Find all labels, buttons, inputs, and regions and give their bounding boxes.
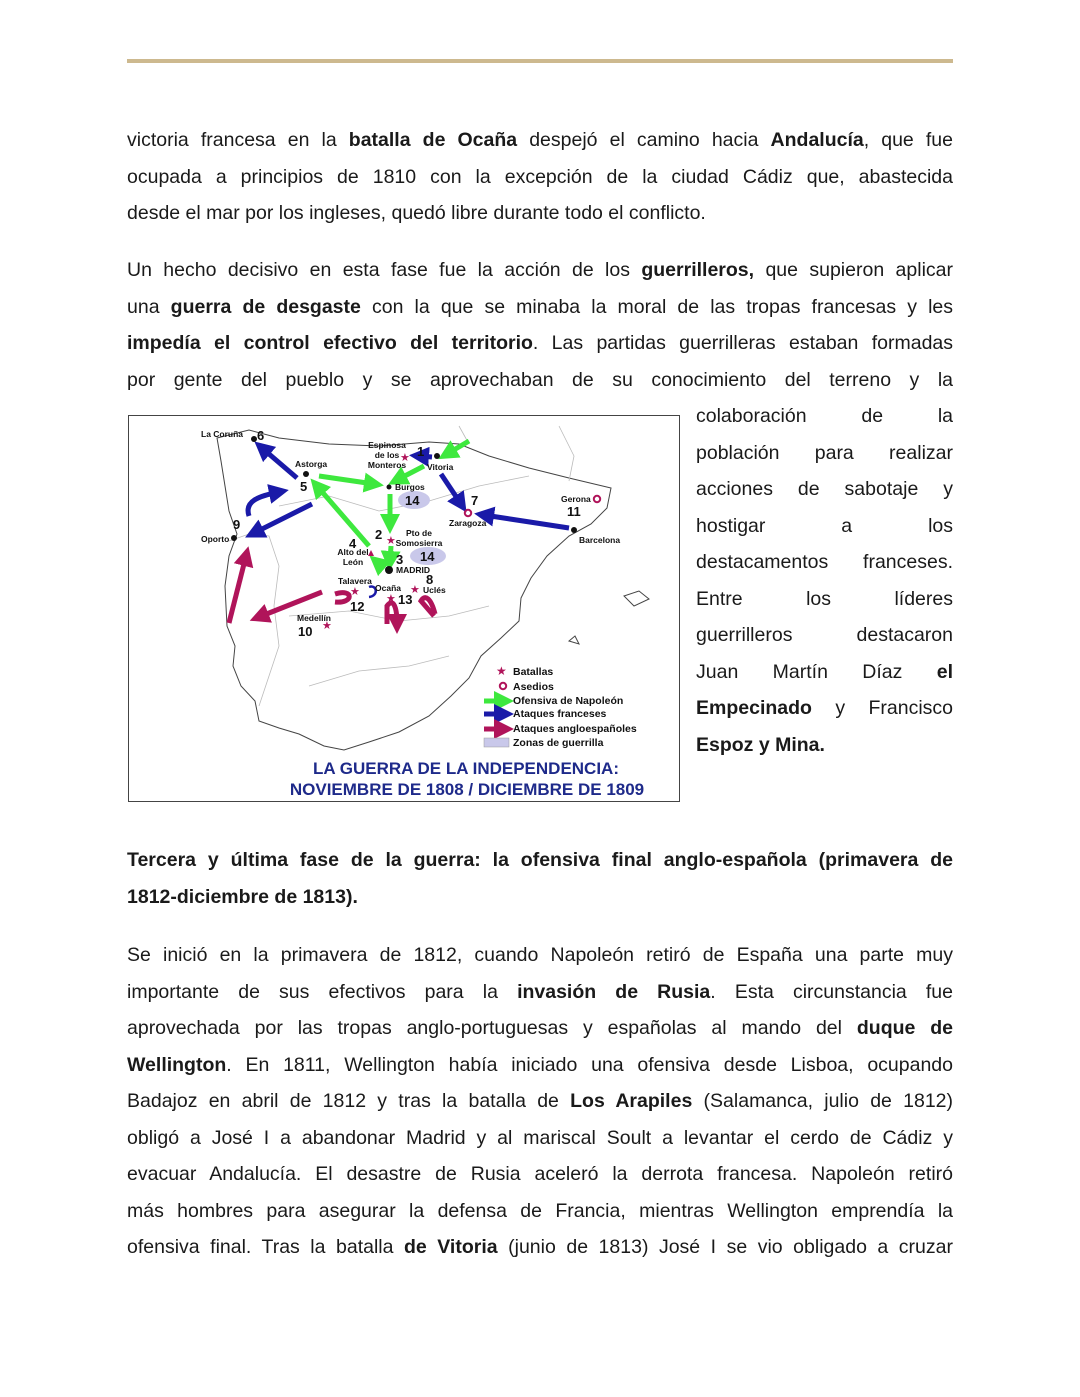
text-segment: población para realizar [696,441,953,464]
text-segment: obligó a José I a abandonar Madrid y al mariscal Soult a levantar el cerdo de Cádiz y [127,1126,953,1149]
map-subtitle: NOVIEMBRE DE 1808 / DICIEMBRE DE 1809 [289,780,645,799]
marker-number: 4 [349,536,357,551]
text-segment: . Esta circunstancia fue [710,980,953,1003]
bold-text: guerrilleros, [641,259,755,281]
text-segment: guerrilleros destacaron [696,624,953,646]
text-line [127,195,953,232]
svg-text:★: ★ [386,592,396,605]
text-line [696,471,953,508]
legend-anglo: Ataques angloespañoles [513,723,637,735]
marker-number: 9 [233,517,241,532]
legend-napoleon: Ofensiva de Napoleón [513,695,624,707]
text-segment: despejó el camino hacia [517,129,771,151]
text-segment: Un hecho decisivo en esta fase fue la acción de los [127,259,642,281]
text-line [696,581,953,618]
bold-text: Empecinado [696,697,812,719]
balearic-islands [624,591,649,606]
svg-text:★: ★ [386,534,396,547]
text-segment: , que fue [863,129,953,151]
bold-text: de Vitoria [404,1236,498,1258]
svg-text:★: ★ [322,619,332,632]
text-segment: evacuar Andalucía. El desastre de Rusia aceleró la derrota francesa. Napoleón retiró [127,1163,953,1185]
text-line [127,289,953,326]
label-barcelona: Barcelona [579,535,621,545]
svg-text:★: ★ [410,583,420,596]
bold-text: invasión de Rusia [517,980,711,1003]
legend-guerrilla: Zonas de guerrilla [513,737,604,749]
bold-text: Los Arapiles [570,1090,693,1112]
label-vitoria: Vitoria [427,462,454,472]
text-line [696,398,953,435]
text-segment: . En 1811, Wellington había iniciado una ofensiva desde Lisboa, ocupando [226,1053,953,1076]
marker-number: 6 [257,428,265,443]
text-segment: Badajoz en abril de 1812 y tras la batalla de [127,1090,571,1112]
legend-french: Ataques franceses [513,708,607,720]
text-segment: ofensiva final. Tras la batalla [127,1236,404,1258]
text-line [127,252,953,289]
marker-number: 3 [396,552,404,567]
text-segment: (junio de 1813) José I se vio obligado a cruzar [497,1236,953,1258]
label-espinosa: Espinosa [368,440,406,450]
text-line [127,159,953,196]
text-line [127,1010,953,1047]
guerrilla-swatch [484,738,509,747]
label-madrid: MADRID [396,565,430,575]
text-line [127,1083,953,1120]
text-segment: 1812-diciembre de 1813). [127,885,358,908]
bold-text: Wellington [127,1053,227,1076]
text-segment: más hombres para asegurar la defensa de Francia, mientras Wellington emprendía la [127,1199,953,1222]
text-line [696,508,953,545]
label-astorga: Astorga [295,459,328,469]
paragraph-guerrilleros-continued [696,398,953,763]
text-line [127,325,953,362]
text-line [127,1120,953,1157]
marker-number: 11 [567,504,581,519]
paragraph-ofensiva-final [127,937,953,1266]
text-line [127,362,953,399]
svg-text:★: ★ [350,585,360,598]
text-line [696,544,953,581]
bold-text: impedía el control efectivo del territorio [127,332,533,354]
text-segment: con la que se minaba la moral de las tropas francesas y les [360,295,954,318]
text-segment: desde el mar por los ingleses, quedó libre durante todo el conflicto. [127,202,706,224]
marker-number: 13 [398,592,413,607]
label-medellin: Medellín [297,613,332,623]
text-line [127,842,953,879]
marker-number: 12 [350,599,365,614]
bold-text: Andalucía [770,129,864,151]
text-segment: victoria francesa en la [127,129,349,151]
svg-text:★: ★ [400,451,410,464]
label-oporto: Oporto [201,534,230,544]
bold-text: batalla de Ocaña [348,129,518,151]
text-segment: acciones de sabotaje y [696,478,953,500]
label-ucles: Uclés [423,585,446,595]
text-segment: importante de sus efectivos para la [127,980,518,1003]
napoleon-arrow [390,546,391,561]
text-segment: Se inició en la primavera de 1812, cuando Napoleón retiró de España una parte muy [127,944,953,966]
text-segment: destacamentos franceses. [696,551,953,573]
label-gerona: Gerona [561,494,591,504]
text-line [127,1156,953,1193]
marker-number: 2 [375,527,383,542]
bold-text: el [936,660,953,683]
marker-number: 1 [417,444,425,459]
paragraph-ocana [127,122,953,232]
text-segment: Entre los líderes [696,587,953,610]
battle-star-icon: ★ [496,664,507,678]
label-somosierra: Somosierra [395,538,443,548]
text-line [696,690,953,727]
label-ocana: Ocaña [375,583,401,593]
text-segment: aprovechada por las tropas anglo-portuguesas y españolas al mando del [127,1017,857,1039]
label-espinosa: Monteros [367,460,407,470]
text-segment: y Francisco [811,697,953,719]
text-line [127,879,953,916]
text-segment: hostigar a los [696,514,953,537]
label-somosierra: Pto de [406,528,432,538]
label-espinosa: de los [374,450,400,460]
marker-number: 10 [298,624,313,639]
marker-number: 14 [405,493,420,508]
siege-ring-icon [500,683,506,689]
label-zaragoza: Zaragoza [449,518,487,528]
legend-battles: Batallas [513,666,554,678]
text-line [696,727,953,764]
text-segment: Juan Martín Díaz [696,660,937,683]
text-line [127,974,953,1011]
text-line [696,617,953,654]
bold-text: Espoz y Mina. [696,733,825,756]
text-segment: ocupada a principios de 1810 con la excepción de la ciudad Cádiz que, abastecida [127,165,953,188]
text-line [127,122,953,159]
label-alto-del-leon: León [342,557,364,567]
text-line [696,435,953,472]
text-line [127,937,953,974]
marker-number: 5 [300,479,308,494]
label-burgos: Burgos [395,482,425,492]
section-heading [127,842,953,915]
header-rule [127,59,953,63]
marker-number: 8 [426,572,434,587]
text-segment: Tercera y última fase de la guerra: la ofensiva final anglo-española (primavera de [127,849,953,871]
text-line [127,1193,953,1230]
text-line [696,654,953,691]
map-figure [128,415,680,802]
bold-text: duque de [856,1017,954,1039]
map-legend [484,664,637,749]
text-line [127,1047,953,1084]
bold-text: guerra de desgaste [170,295,361,318]
paragraph-guerrilleros [127,252,953,398]
marker-number: 14 [420,549,435,564]
balearic-islands [569,636,579,644]
text-segment: . Las partidas guerrilleras estaban formadas [532,332,954,354]
text-segment: una [127,295,171,318]
text-segment: colaboración de la [696,405,953,427]
text-segment: (Salamanca, julio de 1812) [692,1090,954,1112]
text-segment: por gente del pueblo y se aprovechaban de su conocimiento del terreno y la [127,368,953,391]
label-alto-del-leon: Alto del [337,547,369,557]
iberia-map [129,416,679,801]
text-line [127,1229,953,1266]
legend-sieges: Asedios [513,681,554,693]
text-segment: que supieron aplicar [754,259,953,281]
marker-number: 7 [471,493,479,508]
label-talavera: Talavera [338,576,372,586]
map-title: LA GUERRA DE LA INDEPENDENCIA: [312,759,620,778]
label-la-coruna: La Coruña [201,429,244,439]
